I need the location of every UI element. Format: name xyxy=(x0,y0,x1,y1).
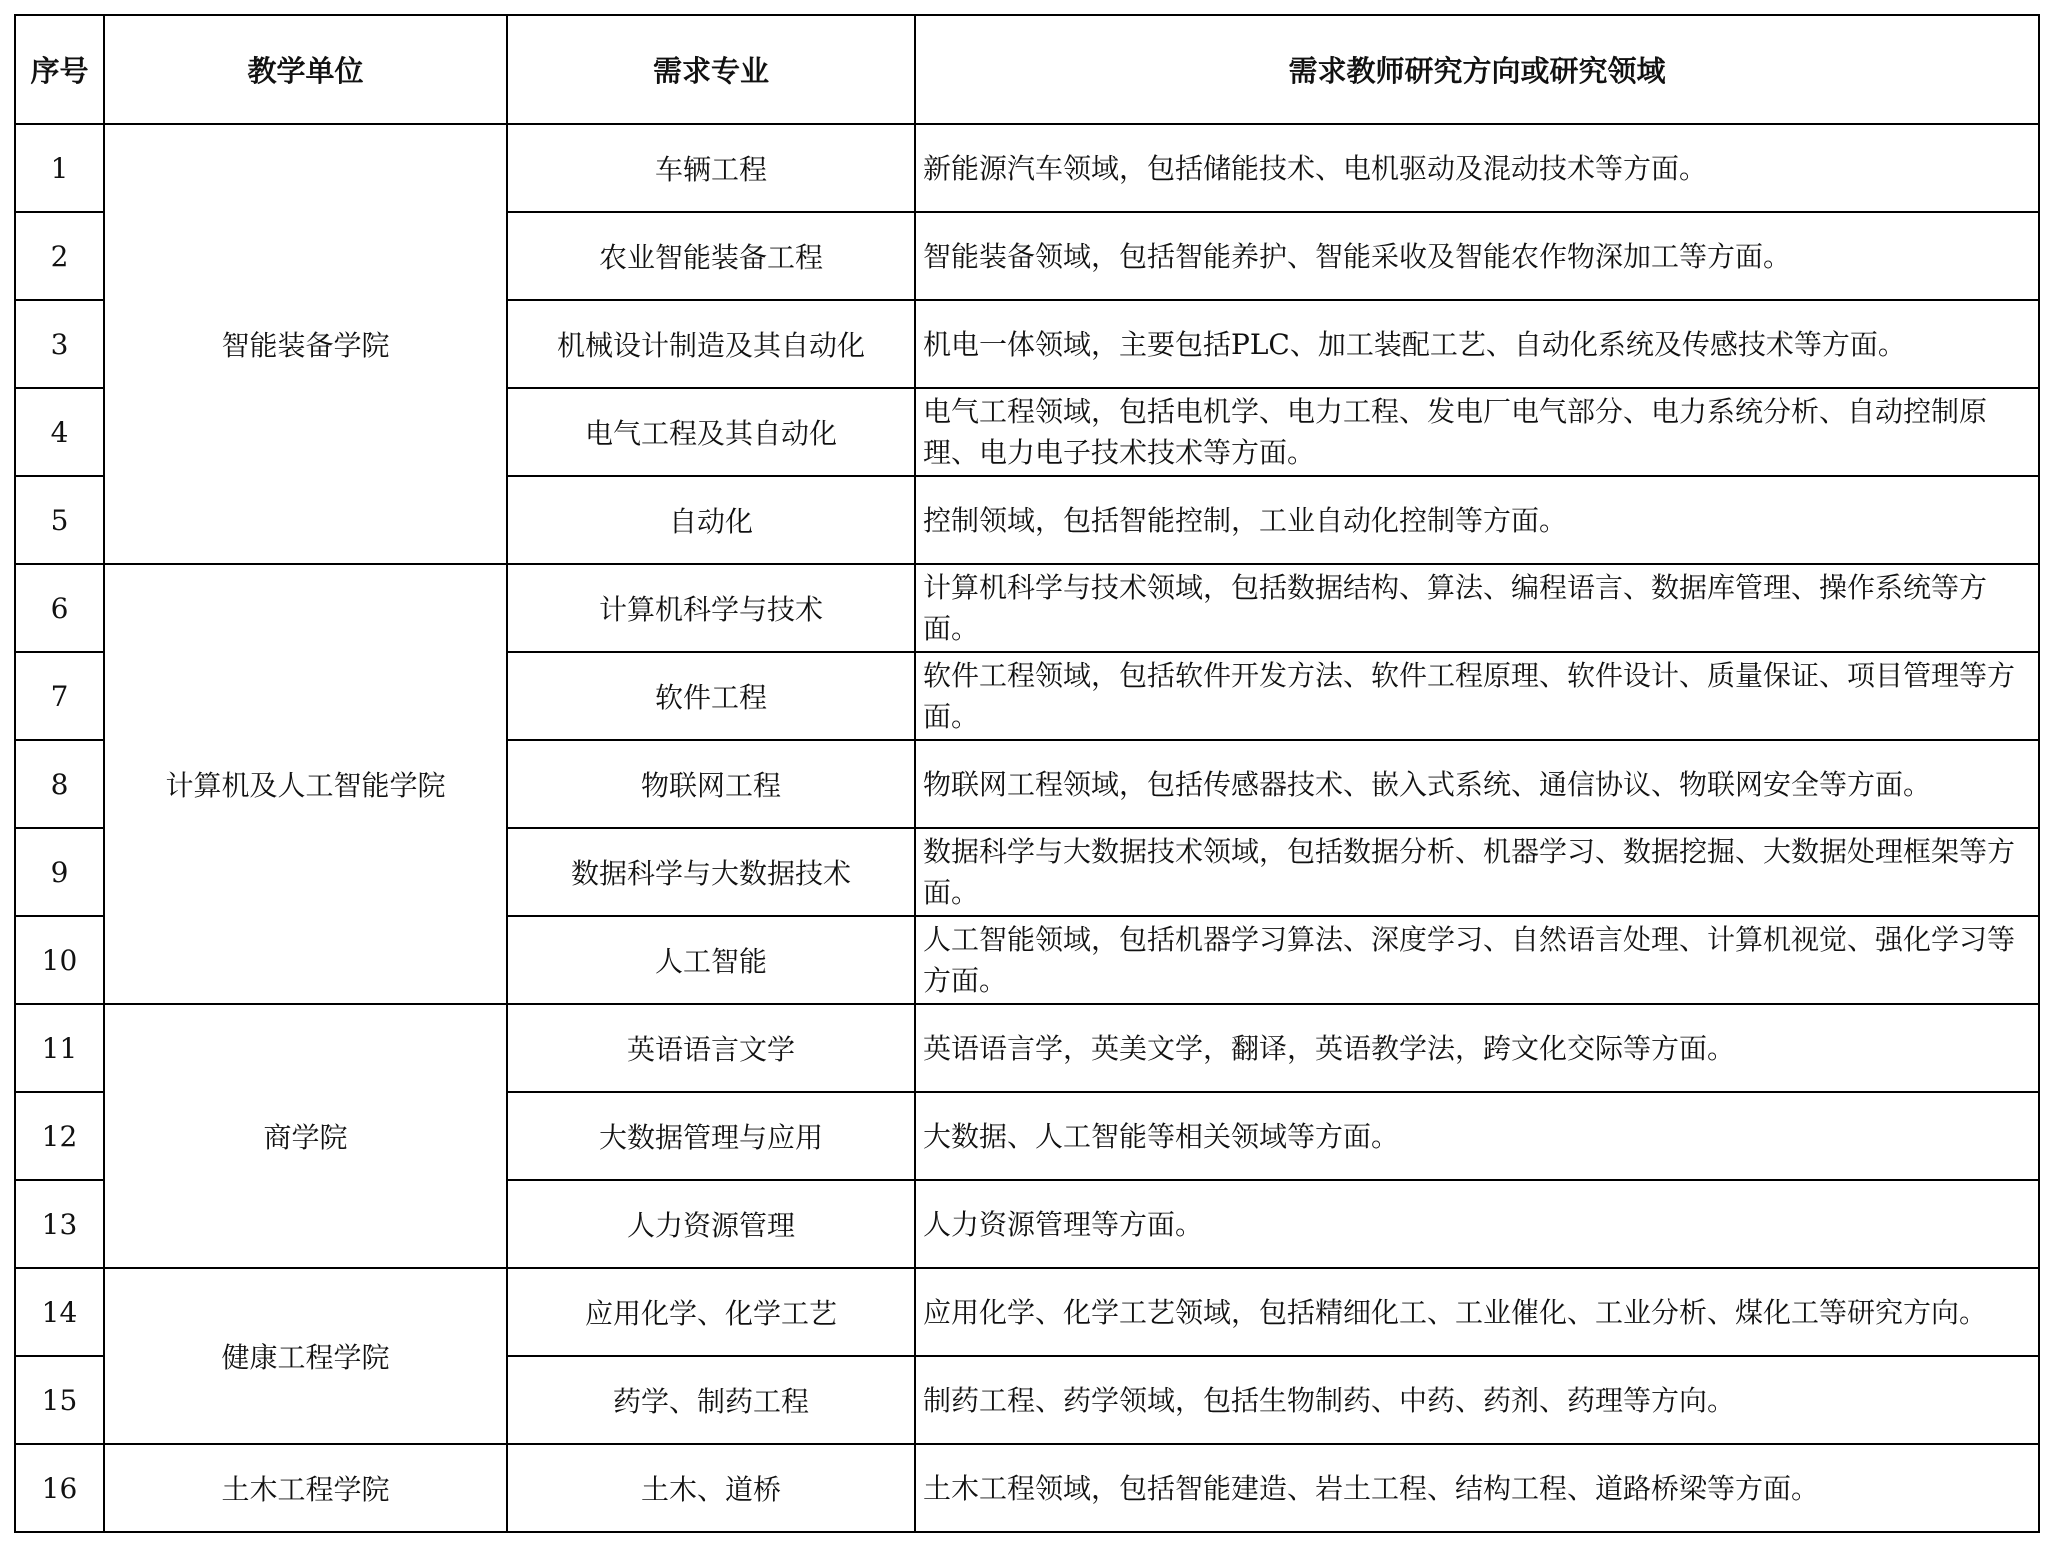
row-number: 6 xyxy=(15,564,104,652)
row-number: 9 xyxy=(15,828,104,916)
research-direction: 控制领域，包括智能控制，工业自动化控制等方面。 xyxy=(915,476,2039,564)
required-major: 车辆工程 xyxy=(507,124,915,212)
research-direction: 机电一体领域，主要包括PLC、加工装配工艺、自动化系统及传感技术等方面。 xyxy=(915,300,2039,388)
table-row xyxy=(15,1444,2039,1532)
row-number: 4 xyxy=(15,388,104,476)
row-number: 8 xyxy=(15,740,104,828)
row-number: 1 xyxy=(15,124,104,212)
research-direction: 制药工程、药学领域，包括生物制药、中药、药剂、药理等方向。 xyxy=(915,1356,2039,1444)
research-direction: 土木工程领域，包括智能建造、岩土工程、结构工程、道路桥梁等方面。 xyxy=(915,1444,2039,1532)
required-major: 人力资源管理 xyxy=(507,1180,915,1268)
required-major: 电气工程及其自动化 xyxy=(507,388,915,476)
row-number: 10 xyxy=(15,916,104,1004)
required-major: 软件工程 xyxy=(507,652,915,740)
teaching-unit: 健康工程学院 xyxy=(104,1268,507,1444)
required-major: 物联网工程 xyxy=(507,740,915,828)
research-direction: 智能装备领域，包括智能养护、智能采收及智能农作物深加工等方面。 xyxy=(915,212,2039,300)
teaching-unit: 计算机及人工智能学院 xyxy=(104,564,507,1004)
required-major: 计算机科学与技术 xyxy=(507,564,915,652)
row-number: 15 xyxy=(15,1356,104,1444)
header-row xyxy=(15,15,2039,124)
header-unit: 教学单位 xyxy=(104,15,507,124)
row-number: 14 xyxy=(15,1268,104,1356)
research-direction: 软件工程领域，包括软件开发方法、软件工程原理、软件设计、质量保证、项目管理等方面。 xyxy=(915,652,2039,740)
required-major: 农业智能装备工程 xyxy=(507,212,915,300)
research-direction: 人工智能领域，包括机器学习算法、深度学习、自然语言处理、计算机视觉、强化学习等方面。 xyxy=(915,916,2039,1004)
table-row xyxy=(15,1004,2039,1092)
required-major: 人工智能 xyxy=(507,916,915,1004)
research-direction: 电气工程领域，包括电机学、电力工程、发电厂电气部分、电力系统分析、自动控制原理、电力电子技术技术等方面。 xyxy=(915,388,2039,476)
required-major: 数据科学与大数据技术 xyxy=(507,828,915,916)
table-row xyxy=(15,564,2039,652)
required-major: 土木、道桥 xyxy=(507,1444,915,1532)
table-row xyxy=(15,1268,2039,1356)
required-major: 机械设计制造及其自动化 xyxy=(507,300,915,388)
research-direction: 人力资源管理等方面。 xyxy=(915,1180,2039,1268)
research-direction: 物联网工程领域，包括传感器技术、嵌入式系统、通信协议、物联网安全等方面。 xyxy=(915,740,2039,828)
requirements-table xyxy=(14,14,2040,1533)
required-major: 应用化学、化学工艺 xyxy=(507,1268,915,1356)
row-number: 13 xyxy=(15,1180,104,1268)
header-no: 序号 xyxy=(15,15,104,124)
teaching-unit: 商学院 xyxy=(104,1004,507,1268)
teaching-unit: 智能装备学院 xyxy=(104,124,507,564)
required-major: 大数据管理与应用 xyxy=(507,1092,915,1180)
teaching-unit: 土木工程学院 xyxy=(104,1444,507,1532)
research-direction: 应用化学、化学工艺领域，包括精细化工、工业催化、工业分析、煤化工等研究方向。 xyxy=(915,1268,2039,1356)
row-number: 2 xyxy=(15,212,104,300)
table-row xyxy=(15,124,2039,212)
row-number: 12 xyxy=(15,1092,104,1180)
research-direction: 数据科学与大数据技术领域，包括数据分析、机器学习、数据挖掘、大数据处理框架等方面。 xyxy=(915,828,2039,916)
research-direction: 英语语言学，英美文学，翻译，英语教学法，跨文化交际等方面。 xyxy=(915,1004,2039,1092)
required-major: 自动化 xyxy=(507,476,915,564)
row-number: 7 xyxy=(15,652,104,740)
header-major: 需求专业 xyxy=(507,15,915,124)
research-direction: 新能源汽车领域，包括储能技术、电机驱动及混动技术等方面。 xyxy=(915,124,2039,212)
row-number: 11 xyxy=(15,1004,104,1092)
row-number: 5 xyxy=(15,476,104,564)
research-direction: 大数据、人工智能等相关领域等方面。 xyxy=(915,1092,2039,1180)
research-direction: 计算机科学与技术领域，包括数据结构、算法、编程语言、数据库管理、操作系统等方面。 xyxy=(915,564,2039,652)
required-major: 药学、制药工程 xyxy=(507,1356,915,1444)
row-number: 16 xyxy=(15,1444,104,1532)
row-number: 3 xyxy=(15,300,104,388)
header-direction: 需求教师研究方向或研究领域 xyxy=(915,15,2039,124)
required-major: 英语语言文学 xyxy=(507,1004,915,1092)
